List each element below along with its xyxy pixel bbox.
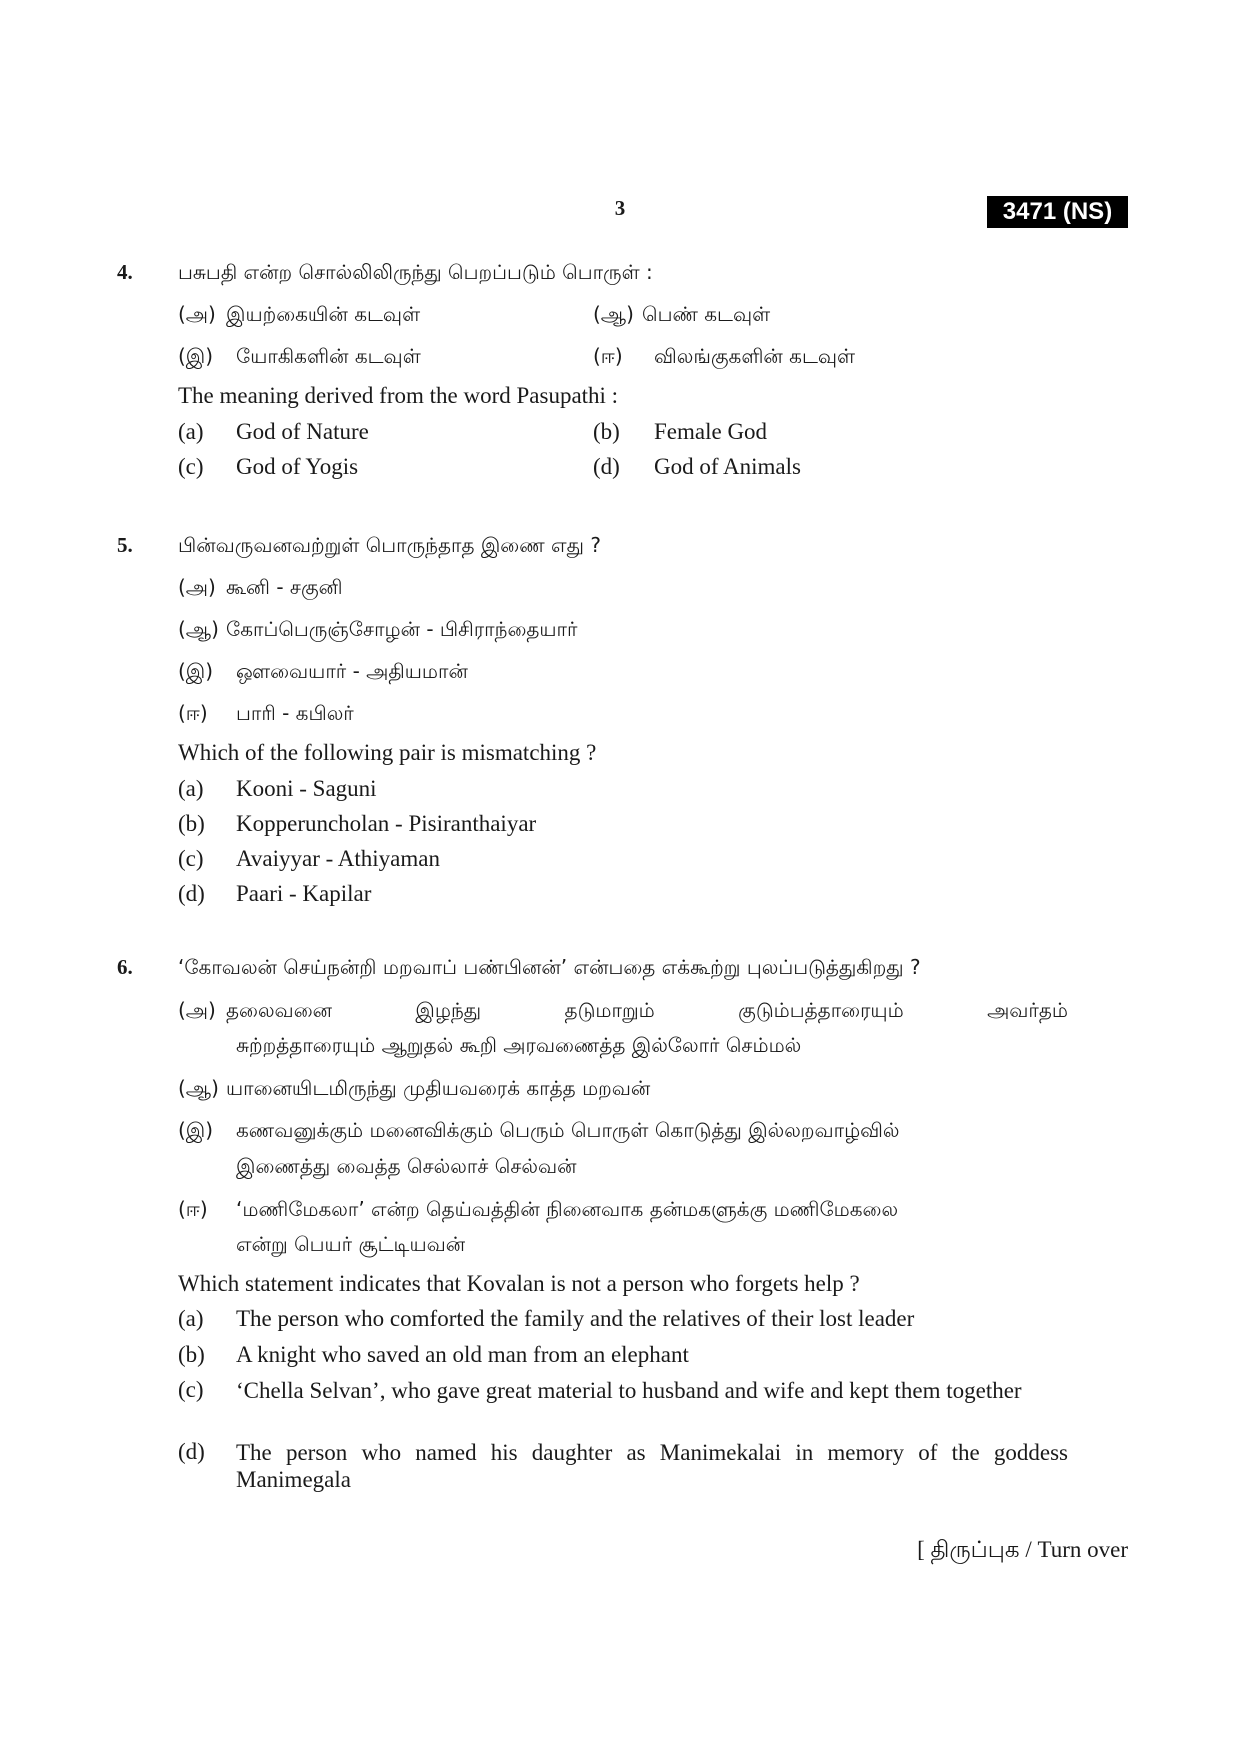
option-label: (ஈ) — [178, 1197, 208, 1221]
option-label: (இ) — [178, 1118, 214, 1142]
option-label: (a) — [178, 419, 204, 444]
option-text: கூனி - சகுனி — [226, 575, 343, 599]
option-label: (ஆ) — [593, 302, 634, 326]
option-text: ‘Chella Selvan’, who gave great material to husband and wife and kept them together — [236, 1378, 1022, 1403]
option-text: விலங்குகளின் கடவுள் — [654, 344, 856, 368]
option-label: (அ) — [178, 998, 216, 1022]
option-label: (இ) — [178, 344, 214, 368]
question-number: 6. — [117, 955, 133, 979]
option-text: கோப்பெருஞ்சோழன் - பிசிராந்தையார் — [226, 617, 578, 641]
option-text: ஔவையார் - அதியமான் — [236, 659, 468, 683]
option-text-line2: என்று பெயர் சூட்டியவன் — [236, 1232, 466, 1256]
option-text: Kooni - Saguni — [236, 776, 377, 801]
question-text-tamil: ‘கோவலன் செய்நன்றி மறவாப் பண்பினன்’ என்பதை எக்கூற்று புலப்படுத்துகிறது ? — [178, 955, 921, 979]
option-text-line2: சுற்றத்தாரையும் ஆறுதல் கூறி அரவணைத்த இல்லோர் செம்மல் — [236, 1033, 802, 1057]
option-text: Kopperuncholan - Pisiranthaiyar — [236, 811, 537, 836]
question-number: 5. — [117, 533, 133, 557]
question-text-english: Which statement indicates that Kovalan is not a person who forgets help ? — [178, 1271, 860, 1296]
option-label: (a) — [178, 1306, 204, 1331]
option-label: (ஈ) — [593, 344, 623, 368]
option-text: The person who comforted the family and the relatives of their lost leader — [236, 1306, 915, 1331]
option-label: (b) — [178, 1342, 205, 1367]
option-text: பாரி - கபிலர் — [236, 701, 354, 725]
option-label: (d) — [178, 881, 205, 906]
paper-code: 3471 (NS) — [987, 196, 1128, 228]
option-text-line1: கணவனுக்கும் மனைவிக்கும் பெரும் பொருள் கொடுத்து இல்லறவாழ்வில் — [236, 1118, 900, 1142]
question-text-tamil: பசுபதி என்ற சொல்லிலிருந்து பெறப்படும் பொருள் : — [178, 260, 653, 284]
option-label: (c) — [178, 1377, 204, 1402]
option-text: யோகிகளின் கடவுள் — [236, 344, 421, 368]
option-label: (d) — [178, 1439, 205, 1464]
option-text-line1: யானையிடமிருந்து முதியவரைக் காத்த மறவன் — [226, 1076, 651, 1100]
option-text-line1: தலைவனை இழந்து தடுமாறும் குடும்பத்தாரையும் அவர்தம் — [226, 998, 1068, 1022]
option-text: God of Yogis — [236, 454, 359, 479]
option-text: God of Nature — [236, 419, 369, 444]
question-text-tamil: பின்வருவனவற்றுள் பொருந்தாத இணை எது ? — [178, 533, 601, 557]
option-text: பெண் கடவுள் — [642, 302, 771, 326]
option-label: (b) — [593, 419, 620, 444]
option-label: (c) — [178, 846, 204, 871]
option-label: (இ) — [178, 659, 214, 683]
option-label: (ஈ) — [178, 701, 208, 725]
question-text-english: The meaning derived from the word Pasupathi : — [178, 383, 619, 408]
option-text: The person who named his daughter as Manimekalai in memory of the goddess Manimegala — [236, 1440, 1068, 1492]
option-text: A knight who saved an old man from an elephant — [236, 1342, 689, 1367]
question-text-english: Which of the following pair is mismatching ? — [178, 740, 597, 765]
page-number: 3 — [614, 196, 626, 220]
turn-over-note: [ திருப்புக / Turn over — [917, 1537, 1128, 1562]
option-label: (ஆ) — [178, 617, 219, 641]
option-label: (c) — [178, 454, 204, 479]
option-text: Paari - Kapilar — [236, 881, 372, 906]
option-text: Female God — [654, 419, 768, 444]
option-text-line2: இணைத்து வைத்த செல்லாச் செல்வன் — [236, 1154, 577, 1178]
option-text: God of Animals — [654, 454, 801, 479]
question-number: 4. — [117, 260, 133, 284]
option-text: இயற்கையின் கடவுள் — [226, 302, 421, 326]
option-label: (a) — [178, 776, 204, 801]
option-text: Avaiyyar - Athiyaman — [236, 846, 440, 871]
option-label: (அ) — [178, 575, 216, 599]
option-label: (d) — [593, 454, 620, 479]
option-label: (அ) — [178, 302, 216, 326]
option-label: (ஆ) — [178, 1076, 219, 1100]
option-label: (b) — [178, 811, 205, 836]
option-text-line1: ‘மணிமேகலா’ என்ற தெய்வத்தின் நினைவாக தன்மகளுக்கு மணிமேகலை — [236, 1197, 899, 1221]
